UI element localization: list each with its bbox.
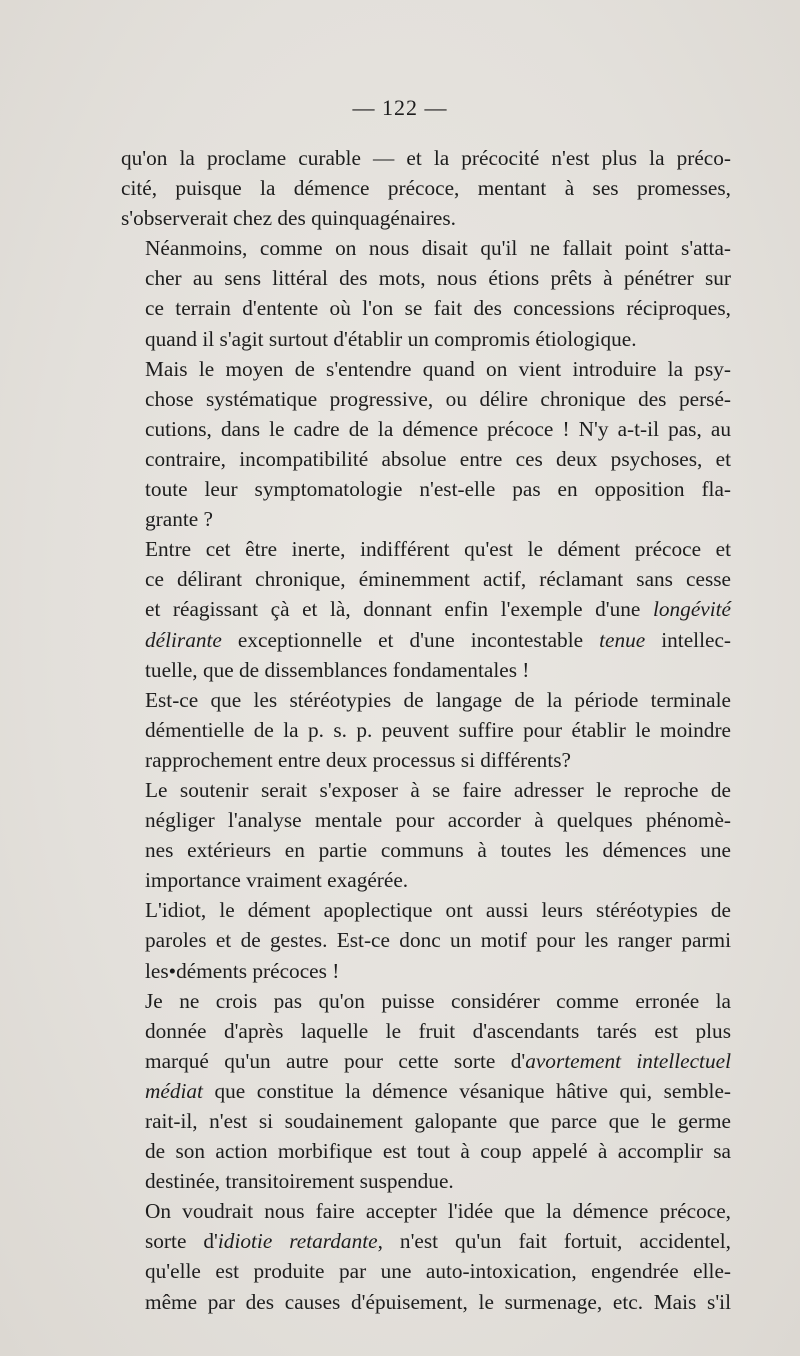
text-line: importance vraiment exagérée. bbox=[145, 868, 409, 893]
text-line: s'observerait chez des quinquagénaires. bbox=[121, 206, 456, 231]
text-line: quand il s'agit surtout d'établir un compromis étiologique. bbox=[145, 326, 637, 351]
text-line: On voudrait nous faire accepter l'idée que la démence précoce, bbox=[145, 1199, 731, 1224]
text-line bbox=[121, 1046, 731, 1076]
text-line: nes extérieurs en partie communs à toutes les démences une bbox=[145, 838, 731, 863]
text-line: tuelle, que de dissemblances fondamentales ! bbox=[145, 657, 530, 682]
text-line: ce terrain d'entente où l'on se fait des concessions réciproques, bbox=[145, 296, 731, 321]
text-line: cité, puisque la démence précoce, mentant à ses promesses, bbox=[121, 176, 731, 201]
italic-term: médiat bbox=[145, 1078, 203, 1103]
text-line: L'idiot, le dément apoplectique ont aussi leurs stéréotypies de bbox=[145, 898, 731, 923]
paragraph-3 bbox=[121, 354, 731, 535]
text-line bbox=[121, 625, 731, 655]
text-line: contraire, incompatibilité absolue entre ces deux psychoses, et bbox=[145, 446, 731, 471]
text-line: qu'elle est produite par une auto-intoxication, engendrée elle- bbox=[145, 1259, 731, 1284]
text-line: qu'on la proclame curable — et la précocité n'est plus la préco- bbox=[121, 146, 731, 170]
paragraph-9 bbox=[121, 1196, 731, 1316]
text-line: donnée d'après laquelle le fruit d'ascendants tarés est plus bbox=[145, 1018, 731, 1043]
paragraph-8 bbox=[121, 986, 731, 1197]
text-line: rapprochement entre deux processus si différents? bbox=[145, 747, 571, 772]
text-line: Je ne crois pas qu'on puisse considérer comme erronée la bbox=[145, 988, 731, 1013]
paragraph-4 bbox=[121, 534, 731, 684]
page-number: — 122 — bbox=[352, 95, 448, 120]
text-line: de son action morbifique est tout à coup appelé à accomplir sa bbox=[145, 1139, 731, 1164]
text-line: toute leur symptomatologie n'est-elle pas en opposition fla- bbox=[145, 477, 731, 502]
text-line: démentielle de la p. s. p. peuvent suffire pour établir le moindre bbox=[145, 717, 731, 742]
text-line: grante ? bbox=[145, 507, 213, 532]
body-text bbox=[121, 143, 731, 1317]
paragraph-6 bbox=[121, 775, 731, 895]
text-line bbox=[121, 1076, 731, 1106]
text-line: paroles et de gestes. Est-ce donc un motif pour les ranger parmi bbox=[145, 928, 731, 953]
italic-term: idiotie retardante bbox=[217, 1229, 378, 1254]
text-line bbox=[121, 1226, 731, 1256]
text-line bbox=[121, 594, 731, 624]
paragraph-1 bbox=[121, 143, 731, 233]
paragraph-2 bbox=[121, 233, 731, 353]
italic-term: longévité bbox=[652, 597, 732, 622]
italic-term: avortement intellectuel bbox=[525, 1048, 731, 1073]
text-run: marqué qu'un autre pour cette sorte d' bbox=[145, 1048, 526, 1073]
text-line: cutions, dans le cadre de la démence précoce ! N'y a-t-il pas, au bbox=[145, 416, 731, 441]
text-run: que constitue la démence vésanique hâtive qui, semble- bbox=[214, 1078, 731, 1103]
text-run: sorte d' bbox=[145, 1229, 218, 1254]
italic-term: tenue bbox=[599, 627, 646, 652]
text-line: ce délirant chronique, éminemment actif, réclamant sans cesse bbox=[145, 567, 731, 592]
text-line: négliger l'analyse mentale pour accorder à quelques phénomè- bbox=[145, 808, 731, 833]
text-run: intellec- bbox=[661, 627, 732, 652]
text-line: rait-il, n'est si soudainement galopante que parce que le germe bbox=[145, 1109, 731, 1133]
text-line: Néanmoins, comme on nous disait qu'il ne fallait point s'atta- bbox=[145, 236, 731, 261]
text-line: Est-ce que les stéréotypies de langage de la période terminale bbox=[145, 687, 731, 712]
text-line: même par des causes d'épuisement, le surmenage, etc. Mais s'il bbox=[145, 1289, 731, 1314]
italic-term: délirante bbox=[145, 627, 222, 652]
text-line: Le soutenir serait s'exposer à se faire adresser le reproche de bbox=[145, 777, 731, 802]
paragraph-7 bbox=[121, 895, 731, 985]
text-line: les•déments précoces ! bbox=[145, 958, 340, 983]
text-line: Entre cet être inerte, indifférent qu'est le dément précoce et bbox=[145, 537, 731, 562]
text-run: et réagissant çà et là, donnant enfin l'exemple d'une bbox=[145, 597, 641, 622]
text-run: exceptionnelle et d'une incontestable bbox=[237, 627, 584, 652]
paragraph-5 bbox=[121, 685, 731, 775]
text-line: chose systématique progressive, ou délire chronique des persé- bbox=[145, 386, 731, 411]
text-line: destinée, transitoirement suspendue. bbox=[145, 1169, 454, 1194]
text-line: Mais le moyen de s'entendre quand on vient introduire la psy- bbox=[145, 356, 731, 381]
text-line: cher au sens littéral des mots, nous étions prêts à pénétrer sur bbox=[145, 266, 731, 291]
text-run: , n'est qu'un fait fortuit, accidentel, bbox=[377, 1229, 731, 1254]
